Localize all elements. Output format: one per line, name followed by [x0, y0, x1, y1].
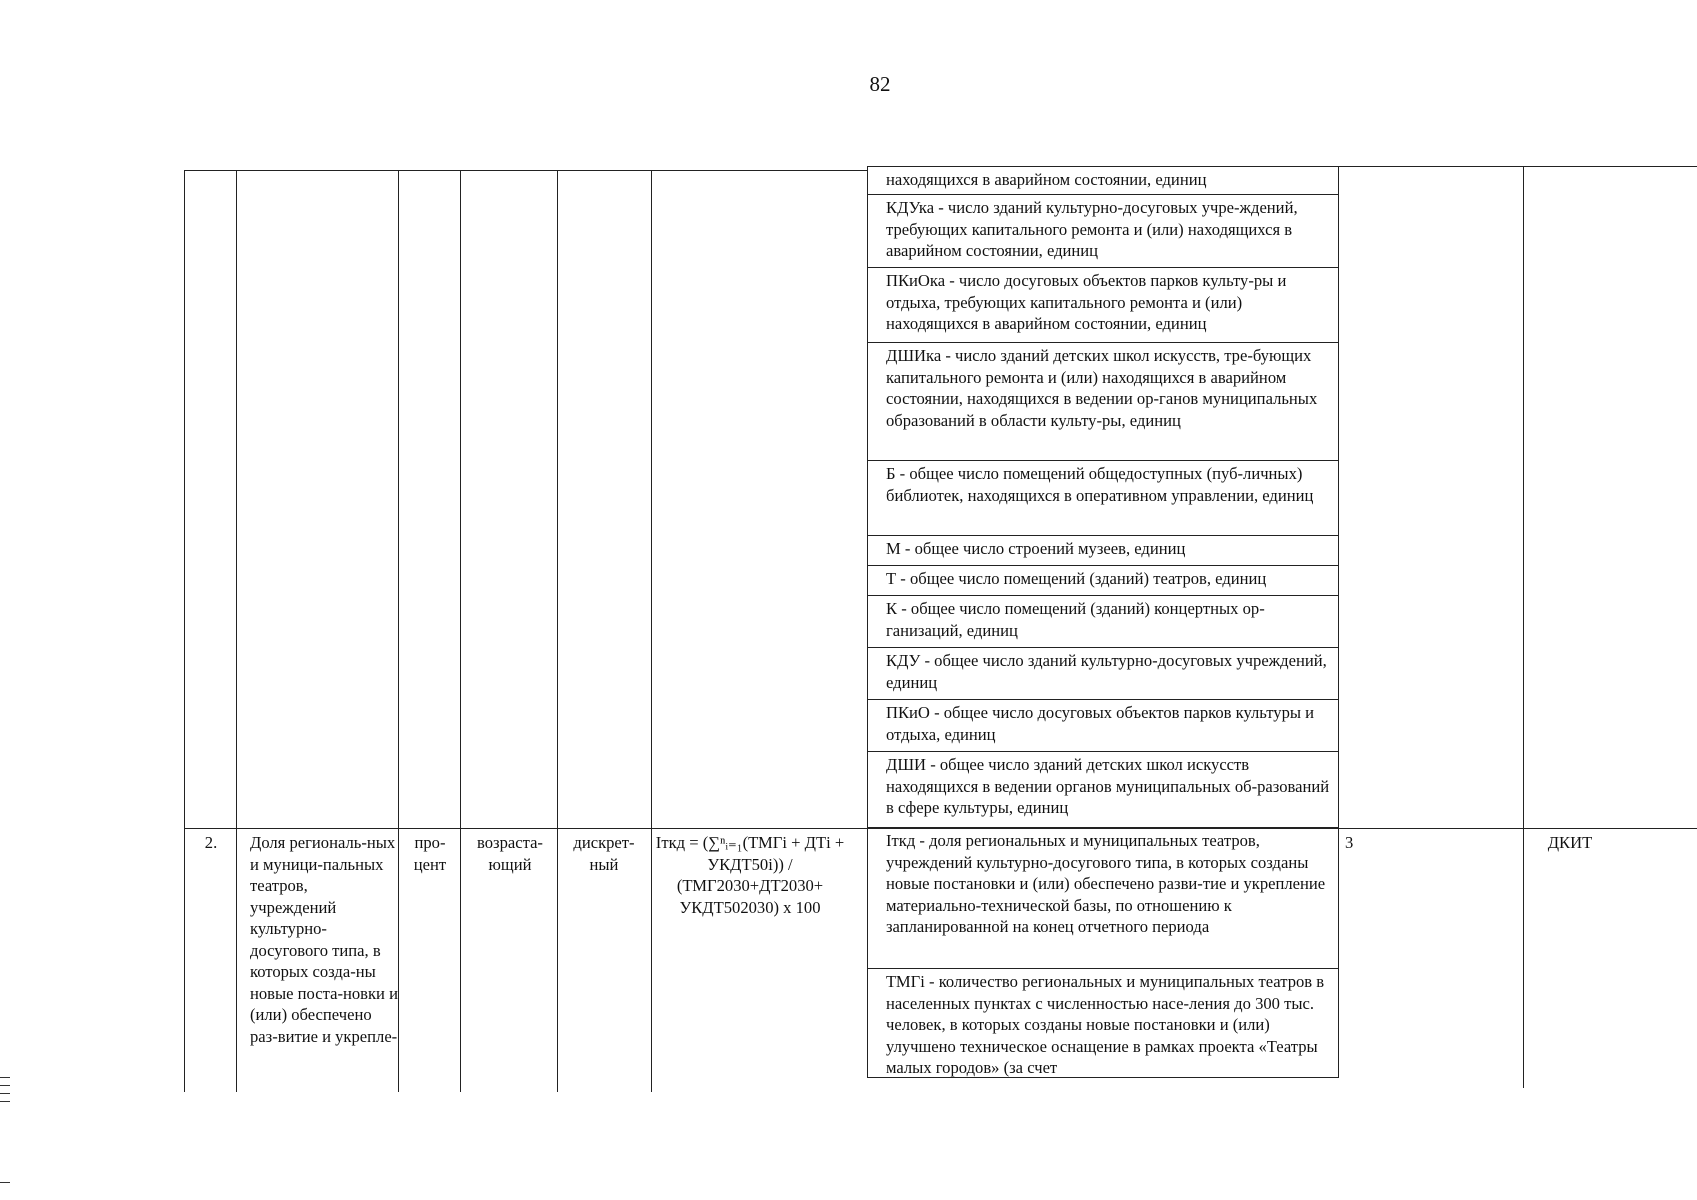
row2-desc-cell	[867, 968, 1339, 1078]
desc-text: Iткд - доля региональных и муниципальных театров, учреждений культурно-досугового типа, в которых созданы новые постановки и (или) обеспечено разви-тие и укрепление материально-технической базы, по отношению к запланированной на конец отчетного периода	[886, 831, 1326, 936]
margin-mark	[0, 1182, 10, 1183]
desc-text: М - общее число строений музеев, единиц	[886, 539, 1186, 558]
unit-cell: про-цент	[413, 833, 447, 874]
continuation-desc-cell	[867, 751, 1339, 829]
desc-text: находящихся в аварийном состоянии, единиц	[886, 170, 1207, 189]
continuation-desc-cell	[867, 166, 1339, 195]
margin-mark	[0, 1101, 10, 1102]
desc-text: ПКиОка - число досуговых объектов парков культу-ры и отдыха, требующих капитального ремонта и (или) находящихся в аварийном состоянии, единиц	[886, 271, 1287, 333]
row2-desc-cell	[867, 827, 1339, 969]
continuation-desc-cell	[867, 267, 1339, 343]
continuation-desc-cell	[867, 342, 1339, 461]
margin-mark	[0, 1077, 10, 1078]
margin-mark	[0, 1085, 10, 1086]
continuation-desc-cell	[867, 595, 1339, 648]
continuation-desc-cell	[867, 699, 1339, 752]
source-code-cell: 3	[1345, 833, 1354, 852]
desc-text: ДШИ - общее число зданий детских школ искусств находящихся в ведении органов муниципальных об-разований в сфере культуры, единиц	[886, 755, 1330, 817]
continuation-desc-cell	[867, 460, 1339, 536]
responsible-cell: ДКИТ	[1547, 833, 1593, 852]
continuation-desc-cell	[867, 647, 1339, 700]
continuation-desc-cell	[867, 194, 1339, 268]
col-line-3	[398, 170, 399, 1092]
desc-text: К - общее число помещений (зданий) концертных ор-ганизаций, единиц	[886, 599, 1265, 640]
desc-text: ТМГi - количество региональных и муниципальных театров в населенных пунктах с численностью насе-ления до 300 тыс. человек, в которых созданы новые постановки и (или) улучшено техническое оснащение в рамках проекта «Театры малых городов» (за счет	[886, 972, 1325, 1077]
col-line-2	[236, 170, 237, 1092]
type-cell: дискрет-ный	[573, 833, 635, 874]
indicator-name: Доля региональ-ных и муници-пальных театров, учреждений культурно-досугового типа, в которых созда-ны новые поста-новки и (или) обеспечено раз-витие и укрепле-	[250, 833, 398, 1046]
trend-cell: возраста-ющий	[477, 833, 543, 874]
col-line-6	[651, 170, 652, 1092]
desc-text: КДУ - общее число зданий культурно-досуговых учреждений, единиц	[886, 651, 1327, 692]
formula-cell: Iткд = (∑ⁿᵢ₌₁(ТМГi + ДТi + УКДТ50i)) / (ТМГ2030+ДТ2030+ УКДТ502030) x 100	[655, 833, 845, 917]
page-number: 82	[869, 72, 891, 96]
table-top-border	[184, 170, 867, 171]
col-line-5	[557, 170, 558, 1092]
col-line-4	[460, 170, 461, 1092]
col-line-1	[184, 170, 185, 1092]
continuation-desc-cell	[867, 565, 1339, 596]
desc-text: ПКиО - общее число досуговых объектов парков культуры и отдыха, единиц	[886, 703, 1315, 744]
margin-mark	[0, 1093, 10, 1094]
desc-text: Б - общее число помещений общедоступных (пуб-личных) библиотек, находящихся в оперативном управлении, единиц	[886, 464, 1314, 505]
desc-text: КДУка - число зданий культурно-досуговых учре-ждений, требующих капитального ремонта и (или) находящихся в аварийном состоянии, единиц	[886, 198, 1298, 260]
desc-text: ДШИка - число зданий детских школ искусств, тре-бующих капитального ремонта и (или) находящихся в аварийном состоянии, находящихся в ведении ор-ганов муниципальных образований в области культу-ры, единиц	[886, 346, 1318, 430]
continuation-desc-cell	[867, 535, 1339, 566]
col-line-7	[1523, 166, 1524, 1088]
desc-text: Т - общее число помещений (зданий) театров, единиц	[886, 569, 1267, 588]
row-number: 2.	[204, 833, 218, 852]
